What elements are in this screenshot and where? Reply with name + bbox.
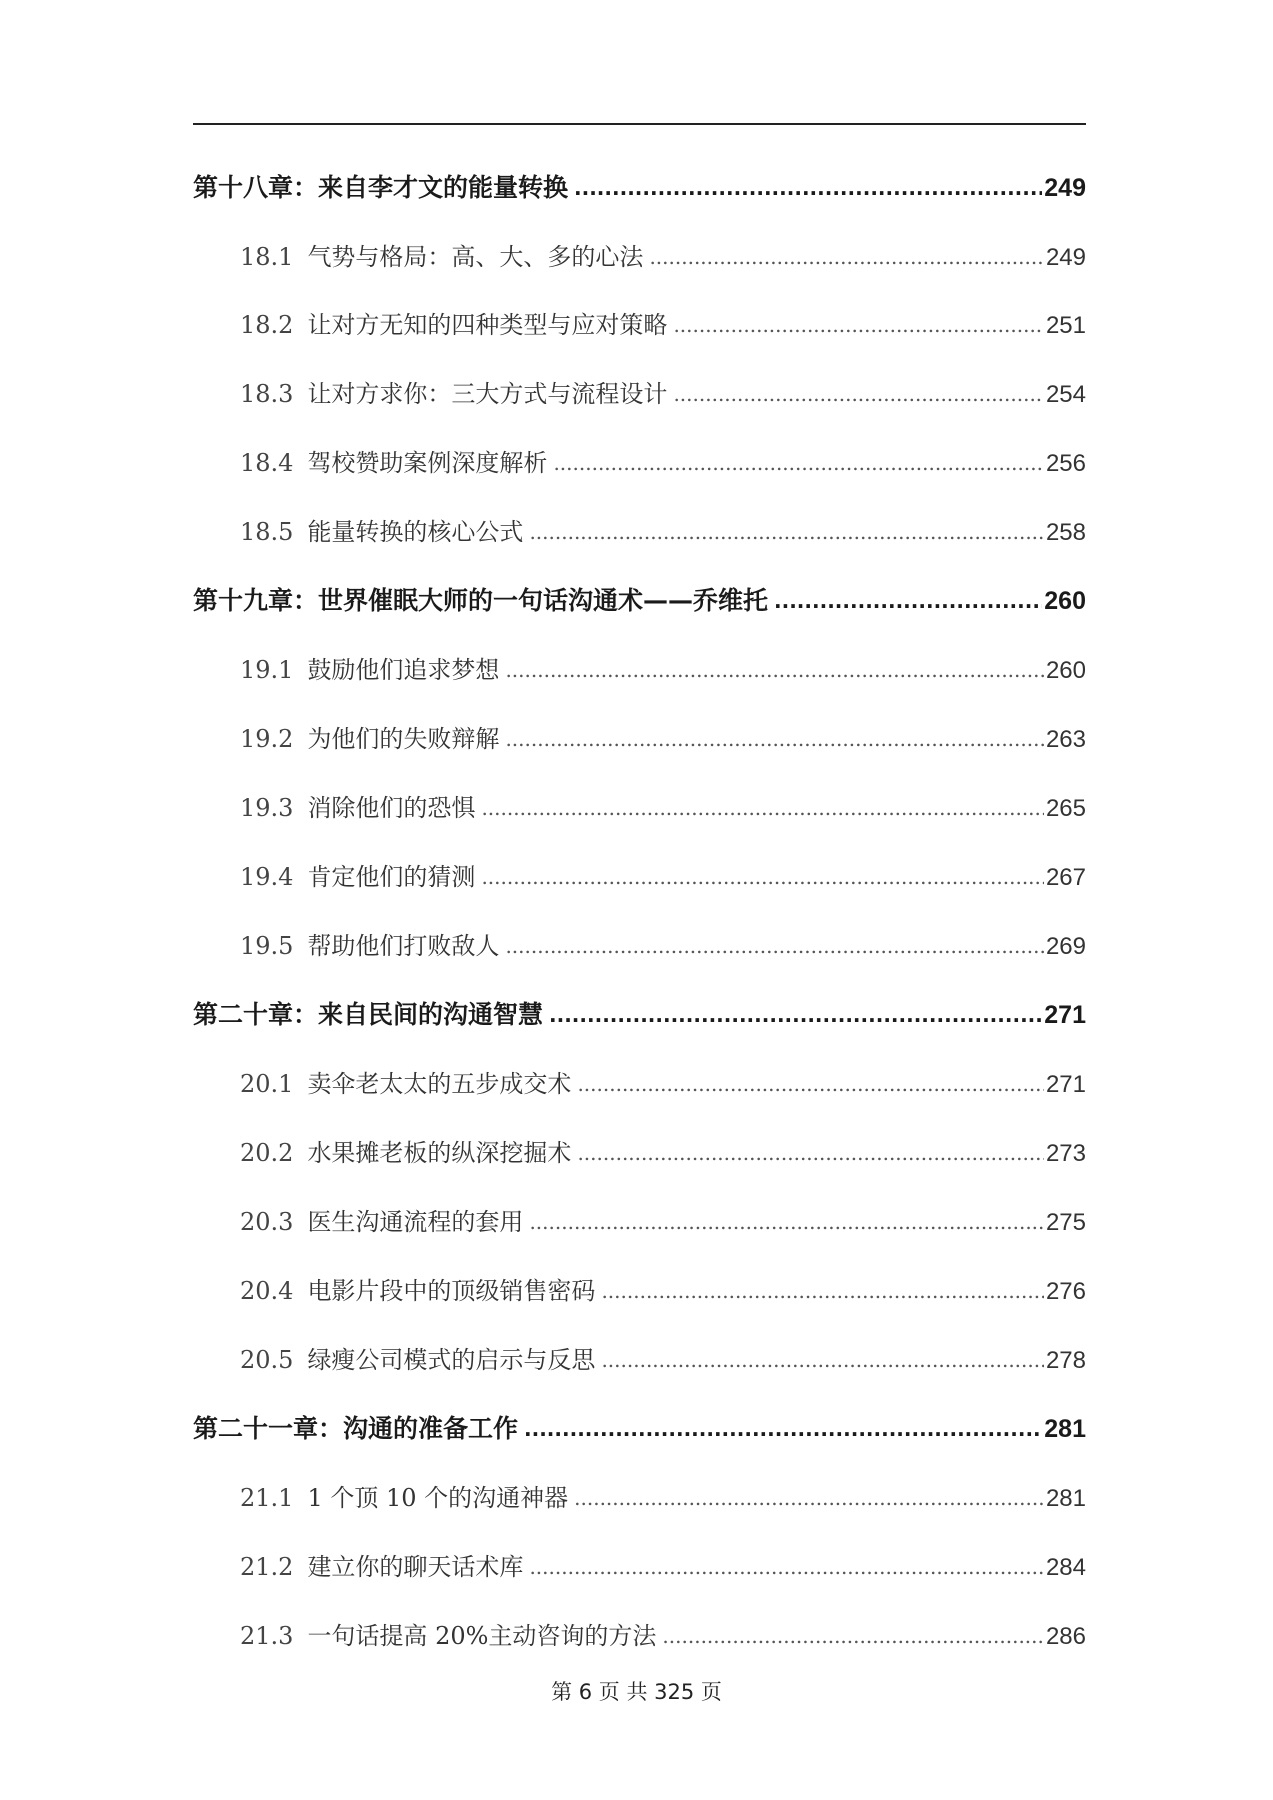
toc-section-number: 18.5 [240, 518, 294, 546]
toc-section-number: 19.3 [240, 794, 294, 822]
toc-chapter-19[interactable] [193, 581, 1086, 621]
toc-page-number: 256 [1045, 450, 1086, 477]
toc-page-number: 263 [1045, 726, 1086, 753]
toc-section-21-2[interactable] [240, 1547, 1086, 1587]
toc-section-number: 20.3 [240, 1208, 294, 1236]
toc-page-number: 267 [1045, 864, 1086, 891]
toc-section-number: 20.4 [240, 1277, 294, 1305]
toc-chapter-21[interactable] [193, 1409, 1086, 1449]
toc-section-title: 建立你的聊天话术库 [307, 1553, 524, 1581]
dot-leader [673, 313, 1044, 337]
toc-section-number: 21.1 [240, 1484, 294, 1512]
toc-page-number: 249 [1045, 244, 1086, 271]
toc-page-number: 284 [1045, 1554, 1086, 1581]
dot-leader [524, 1417, 1042, 1441]
dot-leader [529, 1555, 1044, 1579]
toc-section-20-5[interactable] [240, 1340, 1086, 1380]
dot-leader [529, 520, 1044, 544]
dot-leader [774, 589, 1042, 613]
dot-leader [662, 1624, 1044, 1648]
toc-section-title: 卖伞老太太的五步成交术 [307, 1070, 572, 1098]
toc-section-20-2[interactable] [240, 1133, 1086, 1173]
toc-section-18-2[interactable] [240, 305, 1086, 345]
toc-section-title: 气势与格局：高、大、多的心法 [307, 243, 644, 271]
toc-page-number: 258 [1045, 519, 1086, 546]
toc-page-number: 278 [1045, 1347, 1086, 1374]
toc-section-20-4[interactable] [240, 1271, 1086, 1311]
toc-section-number: 19.2 [240, 725, 294, 753]
toc-section-title: 1 个顶 10 个的沟通神器 [307, 1484, 569, 1512]
dot-leader [505, 727, 1044, 751]
dot-leader [574, 1486, 1044, 1510]
toc-section-number: 19.4 [240, 863, 294, 891]
toc-section-number: 19.5 [240, 932, 294, 960]
toc-section-number: 18.2 [240, 311, 294, 339]
toc-section-number: 19.1 [240, 656, 294, 684]
toc-section-number: 18.1 [240, 243, 294, 271]
dot-leader [549, 1003, 1042, 1027]
toc-page-number: 265 [1045, 795, 1086, 822]
toc-chapter-title: 第十八章：来自李才文的能量转换 [193, 173, 569, 202]
toc-chapter-title: 第二十一章：沟通的准备工作 [193, 1414, 519, 1443]
toc-chapter-title: 第二十章：来自民间的沟通智慧 [193, 1000, 544, 1029]
dot-leader [601, 1348, 1044, 1372]
toc-page-number: 271 [1044, 1001, 1086, 1029]
dot-leader [601, 1279, 1044, 1303]
toc-page-number: 281 [1045, 1485, 1086, 1512]
toc-section-19-3[interactable] [240, 788, 1086, 828]
toc-section-number: 20.2 [240, 1139, 294, 1167]
dot-leader [574, 176, 1042, 200]
toc-section-19-2[interactable] [240, 719, 1086, 759]
toc-page-number: 276 [1045, 1278, 1086, 1305]
toc-page-number: 249 [1044, 174, 1086, 202]
toc-section-title: 帮助他们打败敌人 [307, 932, 500, 960]
toc-page-number: 260 [1045, 657, 1086, 684]
dot-leader [481, 865, 1044, 889]
toc-section-title: 消除他们的恐惧 [307, 794, 476, 822]
toc-section-title: 一句话提高 20%主动咨询的方法 [307, 1622, 657, 1650]
toc-chapter-title: 第十九章：世界催眠大师的一句话沟通术——乔维托 [193, 586, 769, 615]
page-footer: 第 6 页 共 325 页 [551, 1680, 722, 1704]
toc-section-19-1[interactable] [240, 650, 1086, 690]
dot-leader [529, 1210, 1044, 1234]
toc-section-title: 鼓励他们追求梦想 [307, 656, 500, 684]
toc-section-18-1[interactable] [240, 237, 1086, 277]
toc-page-number: 281 [1044, 1415, 1086, 1443]
toc-section-21-3[interactable] [240, 1616, 1086, 1656]
toc-page-number: 254 [1045, 381, 1086, 408]
toc-page-number: 260 [1044, 587, 1086, 615]
toc-chapter-20[interactable] [193, 995, 1086, 1035]
toc-section-title: 肯定他们的猜测 [307, 863, 476, 891]
toc-section-title: 让对方求你：三大方式与流程设计 [307, 380, 668, 408]
toc-section-number: 20.5 [240, 1346, 294, 1374]
dot-leader [649, 245, 1044, 269]
toc-page-number: 273 [1045, 1140, 1086, 1167]
dot-leader [577, 1072, 1044, 1096]
toc-section-number: 18.4 [240, 449, 294, 477]
toc-section-number: 18.3 [240, 380, 294, 408]
dot-leader [481, 796, 1044, 820]
dot-leader [505, 658, 1044, 682]
toc-section-number: 21.3 [240, 1622, 294, 1650]
dot-leader [505, 934, 1044, 958]
toc-section-19-4[interactable] [240, 857, 1086, 897]
header-rule [193, 123, 1086, 125]
toc-section-20-3[interactable] [240, 1202, 1086, 1242]
dot-leader [673, 382, 1044, 406]
toc-section-18-4[interactable] [240, 443, 1086, 483]
toc-page-number: 269 [1045, 933, 1086, 960]
toc-section-title: 水果摊老板的纵深挖掘术 [307, 1139, 572, 1167]
toc-section-18-3[interactable] [240, 374, 1086, 414]
toc-section-title: 能量转换的核心公式 [307, 518, 524, 546]
toc-section-title: 绿瘦公司模式的启示与反思 [307, 1346, 596, 1374]
toc-section-number: 20.1 [240, 1070, 294, 1098]
toc-section-title: 医生沟通流程的套用 [307, 1208, 524, 1236]
toc-section-title: 让对方无知的四种类型与应对策略 [307, 311, 668, 339]
toc-page-number: 271 [1045, 1071, 1086, 1098]
toc-section-title: 电影片段中的顶级销售密码 [307, 1277, 596, 1305]
toc-section-19-5[interactable] [240, 926, 1086, 966]
toc-section-20-1[interactable] [240, 1064, 1086, 1104]
toc-section-21-1[interactable] [240, 1478, 1086, 1518]
dot-leader [553, 451, 1044, 475]
toc-page-number: 251 [1045, 312, 1086, 339]
toc-section-title: 驾校赞助案例深度解析 [307, 449, 548, 477]
toc-section-title: 为他们的失败辩解 [307, 725, 500, 753]
toc-section-18-5[interactable] [240, 512, 1086, 552]
toc-chapter-18[interactable] [193, 168, 1086, 208]
toc-page-number: 275 [1045, 1209, 1086, 1236]
dot-leader [577, 1141, 1044, 1165]
toc-page-number: 286 [1045, 1623, 1086, 1650]
toc-section-number: 21.2 [240, 1553, 294, 1581]
